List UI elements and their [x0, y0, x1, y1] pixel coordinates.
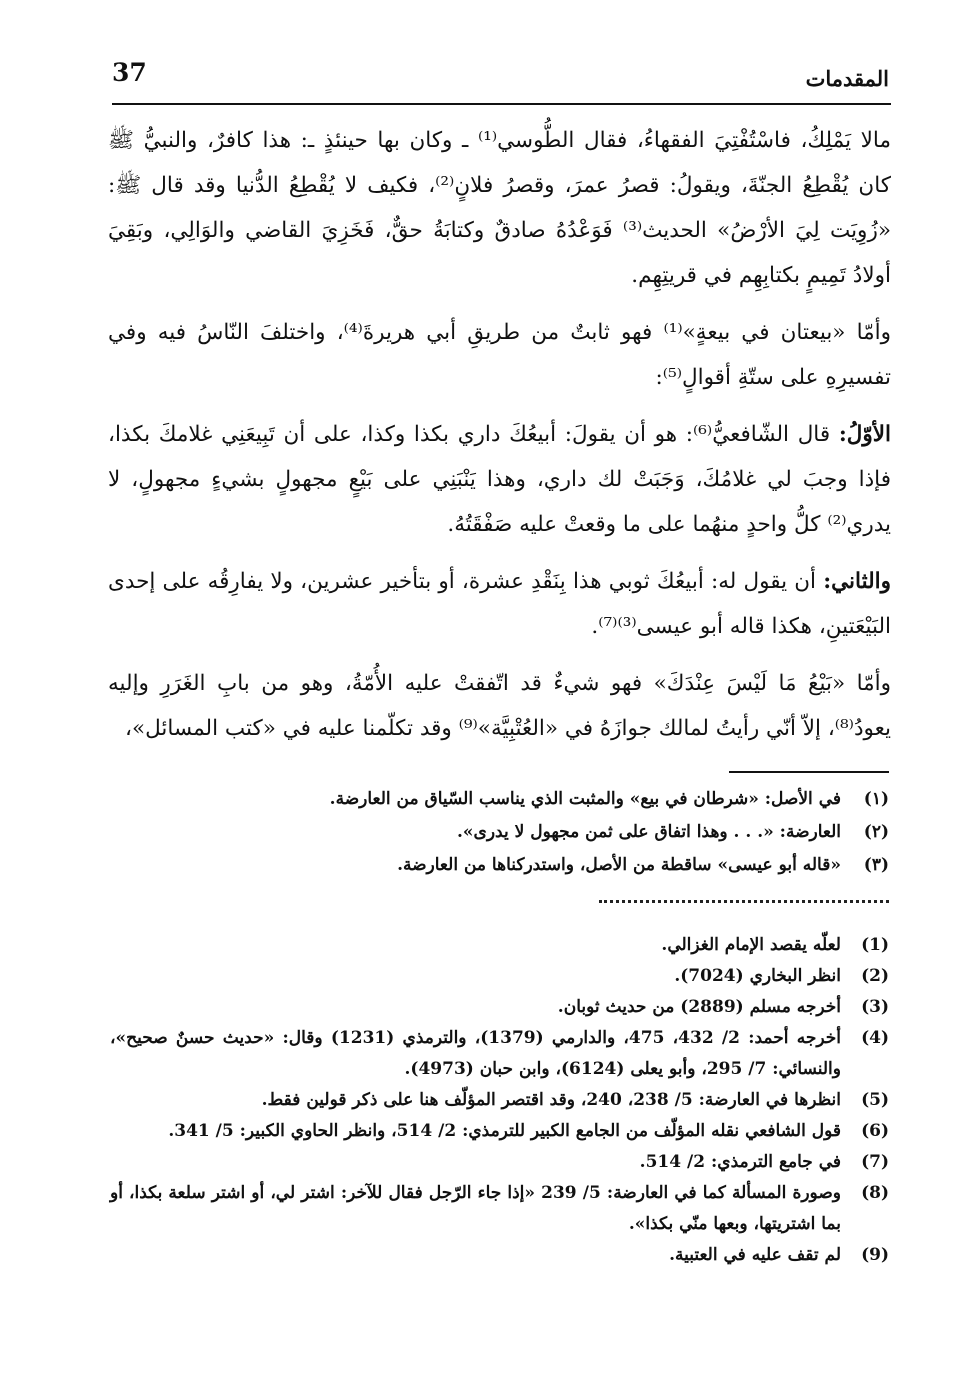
footnote-text: وصورة المسألة كما في العارضة: 5/ 239 «إذا جاء الرّجل فقال للآخر: اشتر لي، أو اشتر سلعة بكذا، أو بما اشتريتها، وبعها منّي بكذا».	[110, 1183, 841, 1234]
paragraph-3	[108, 412, 891, 547]
paragraph-1	[108, 118, 891, 298]
footnote-marker: (5)	[861, 1090, 889, 1110]
footnote	[110, 1023, 889, 1085]
footnote-rule	[729, 771, 889, 773]
paragraph-text: وأمّا «بيعتان في بيعةٍ»⁽¹⁾ فهو ثابتٌ من طريقِ أبي هريرةَ⁽⁴⁾، واختلفَ النّاسُ فيه وفي تفسيرِهِ على ستّةِ أقوالٍ⁽⁵⁾:	[108, 320, 892, 390]
footnote-text: لم تقف عليه في العتبية.	[669, 1245, 841, 1265]
paragraph-lead: والثاني:	[823, 569, 891, 594]
footnote-marker: (١)	[863, 789, 889, 809]
footnote	[110, 1085, 889, 1116]
footnote	[110, 930, 889, 961]
editor-footnotes	[110, 930, 889, 1271]
footnote	[110, 992, 889, 1023]
footnote	[110, 1178, 889, 1240]
footnote	[110, 1116, 889, 1147]
footnote-text: في الأصل: «شرطان في بيع» والمثبت الذي يناسب السّياق من العارضة.	[329, 789, 841, 809]
footnote-separator	[599, 900, 889, 903]
footnote-text: في جامع الترمذي: 2/ 514.	[639, 1152, 841, 1172]
running-header: المقدمات	[805, 66, 889, 91]
paragraph-4	[108, 559, 891, 649]
footnote	[110, 783, 889, 816]
paragraph-5	[108, 661, 891, 751]
paragraph-text: مالا يَمْلِكُ، فاسْتُفْتِيَ الفقهاءُ، فقال الطُّوسي⁽¹⁾ ـ وكان بها حينئذٍ ـ: هذا كافرٌ، والنبيُّ ﷺ كان يُقْطِعُ الجنّةَ، ويقولُ: قصرُ عمرَ، وقصرُ فلانٍ⁽²⁾، فكيف لا يُقْطِعُ الدُّنيا وقد قال ﷺ: «زُوِيَت لِيَ الأرْضُ» الحديث⁽³⁾ فَوَعْدُهُ صادقٌ وكتابَةُ حقٌّ، فَخَزِيَ القاضي والوَالِي، وبَقِيَ أولادُ تَمِيمٍ بكتابِهِم في قريتِهِم.	[108, 128, 891, 288]
footnote-marker: (8)	[861, 1183, 889, 1203]
header-rule	[112, 103, 891, 105]
footnote-text: قول الشافعي نقله المؤلّف من الجامع الكبير للترمذي: 2/ 514، وانظر الحاوي الكبير: 5/ 341.	[168, 1121, 841, 1141]
footnote-marker: (4)	[861, 1028, 889, 1048]
paragraph-text: وأمّا «بَيْعُ مَا لَيْسَ عِنْدَكَ» فهو شيءٌ قد اتّفقتْ عليه الأُمّةُ، وهو من بابِ الغَرَرِ وإليه يعودُ⁽⁸⁾، إلاّ أنّي رأيتُ لمالك جوازَهُ في «العُتْبِيَّة»⁽⁹⁾ وقد تكلّمنا عليه في «كتب المسائل»،	[108, 671, 891, 741]
footnote	[110, 1240, 889, 1271]
footnote-text: انظر البخاري (7024).	[674, 966, 841, 986]
paragraph-2	[108, 310, 891, 400]
footnote-text: العارضة: «. . . وهذا اتفاق على ثمن مجهول لا يدرى».	[456, 822, 841, 842]
paragraph-text: قال الشّافعيُّ⁽⁶⁾: هو أن يقولَ: أبيعُكَ داري بكذا وكذا، على أن تَبِيعَنِي غلامكَ بكذا، فإذا وجبَ لي غلامُكَ، وَجَبَتْ لك داري، وهذا يَنْبَنِي على بَيْعٍ مجهولٍ بشيءٍ مجهولٍ، لا يدري⁽²⁾ كلُّ واحدٍ منهُما على ما وقعتْ عليه صَفْقَتُهُ.	[108, 422, 891, 537]
footnote	[110, 816, 889, 849]
footnote-text: أخرجه مسلم (2889) من حديث ثوبان.	[557, 997, 841, 1017]
footnote-marker: (2)	[861, 966, 889, 986]
main-text	[108, 118, 891, 763]
footnote-marker: (1)	[861, 935, 889, 955]
paragraph-lead: الأوّلُ:	[838, 422, 891, 447]
footnote-text: «قاله أبو عيسى» ساقطة من الأصل، واستدركناها من العارضة.	[397, 855, 841, 875]
footnote	[110, 1147, 889, 1178]
footnote-marker: (٣)	[863, 855, 889, 875]
footnote-text: انظرها في العارضة: 5/ 238، 240، وقد اقتصر المؤلّف هنا على ذكر قولين فقط.	[261, 1090, 841, 1110]
footnote-marker: (3)	[861, 997, 889, 1017]
page-number: 37	[112, 58, 147, 87]
footnote-text: أخرجه أحمد: 2/ 432، 475، والدارمي (1379)، والترمذي (1231) وقال: «حديث حسنٌ صحيح»، والنسائي: 7/ 295، وأبو يعلى (6124)، وابن حبان (4973).	[110, 1028, 841, 1079]
footnote-text: لعلّه يقصد الإمام الغزالي.	[661, 935, 841, 955]
footnote	[110, 849, 889, 882]
apparatus-footnotes	[110, 783, 889, 882]
footnote-marker: (٢)	[863, 822, 889, 842]
footnote-marker: (6)	[861, 1121, 889, 1141]
footnote-marker: (9)	[861, 1245, 889, 1265]
footnote	[110, 961, 889, 992]
paragraph-text: أن يقول له: أبيعُكَ ثوبي هذا بِنَقْدِ عشرة، أو بتأخير عشرين، ولا يفارِقُه على إحدى البَيْعَتينِ، هكذا قاله أبو عيسى⁽³⁾⁽⁷⁾.	[108, 569, 891, 639]
footnote-marker: (7)	[861, 1152, 889, 1172]
